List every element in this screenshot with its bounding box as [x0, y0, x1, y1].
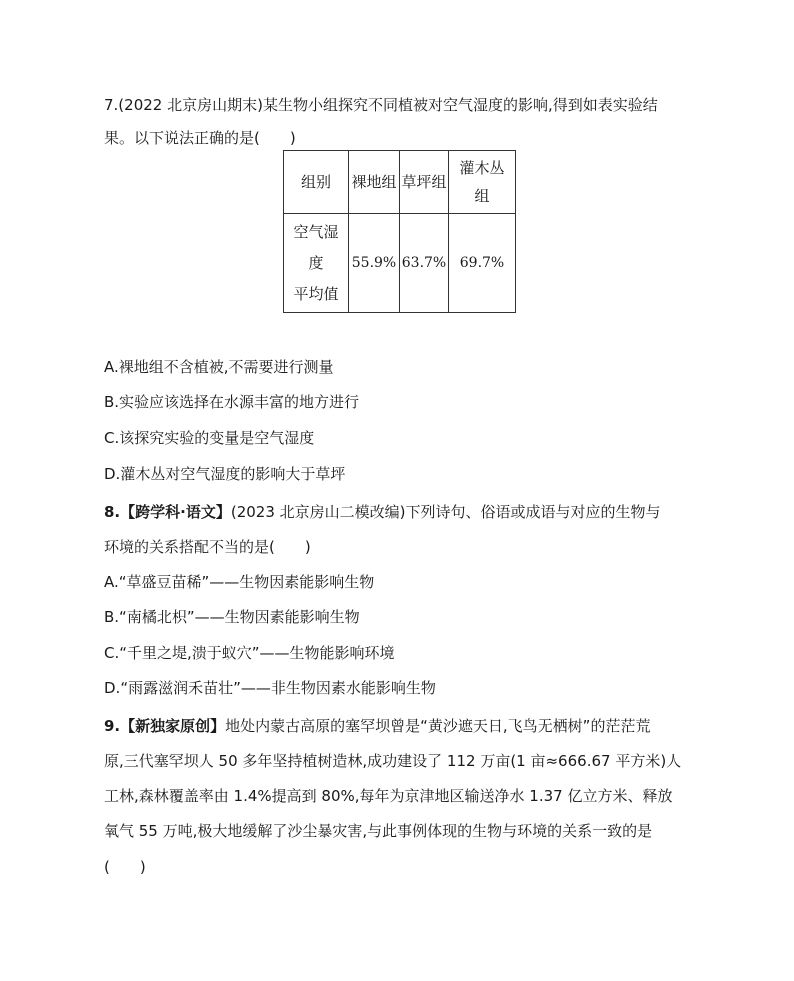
table-header-shrub-text: 灌木丛 组	[459, 159, 505, 205]
table-row-label	[284, 214, 349, 313]
question-8-text-line-1	[104, 502, 661, 522]
table-cell-bare-land: 55.9%	[349, 214, 400, 313]
table-header-group: 组别	[284, 151, 349, 214]
humidity-table	[283, 150, 516, 313]
question-8-line-1-rest: (2023 北京房山二模改编)下列诗句、俗语或成语与对应的生物与	[230, 503, 661, 521]
question-9-text-line-4: 氧气 55 万吨,极大地缓解了沙尘暴灾害,与此事例体现的生物与环境的关系一致的是	[104, 822, 653, 840]
question-7-text-line-2: 果。以下说法正确的是( )	[104, 129, 296, 147]
question-7-option-c: C.该探究实验的变量是空气湿度	[104, 429, 315, 447]
question-8-option-c: C.“千里之堤,溃于蚁穴”——生物能影响环境	[104, 644, 395, 662]
table-cell-shrub: 69.7%	[449, 214, 516, 313]
question-7-option-d: D.灌木丛对空气湿度的影响大于草坪	[104, 465, 346, 483]
question-8-text-line-2: 环境的关系搭配不当的是( )	[104, 538, 311, 556]
question-9-text-line-3: 工林,森林覆盖率由 1.4%提高到 80%,每年为京津地区输送净水 1.37 亿立方米、释放	[104, 787, 673, 805]
question-9-line-1-rest: 地处内蒙古高原的塞罕坝曾是“黄沙遮天日,飞鸟无栖树”的茫茫荒	[225, 717, 651, 735]
table-row	[284, 214, 516, 313]
question-7-text-line-1: 7.(2022 北京房山期末)某生物小组探究不同植被对空气湿度的影响,得到如表实验结	[104, 96, 658, 114]
table-header-row	[284, 151, 516, 214]
question-9-text-line-2: 原,三代塞罕坝人 50 多年坚持植树造林,成功建设了 112 万亩(1 亩≈666.67 平方米)人	[104, 752, 682, 770]
question-8-option-d: D.“雨露滋润禾苗壮”——非生物因素水能影响生物	[104, 679, 436, 697]
question-7-option-b: B.实验应该选择在水源丰富的地方进行	[104, 393, 360, 411]
table-row-label-text: 空气湿 度 平均值	[293, 222, 339, 303]
table-cell-lawn: 63.7%	[400, 214, 449, 313]
question-8-option-b: B.“南橘北枳”——生物因素能影响生物	[104, 608, 360, 626]
question-9-text-line-1	[104, 716, 650, 736]
question-8-tag: 8.【跨学科·语文】	[104, 503, 231, 521]
question-9-tag: 9.【新独家原创】	[104, 717, 226, 735]
table-header-bare-land: 裸地组	[349, 151, 400, 214]
table-header-shrub	[449, 151, 516, 214]
question-7-option-a: A.裸地组不含植被,不需要进行测量	[104, 358, 334, 376]
table-header-lawn: 草坪组	[400, 151, 449, 214]
question-9-text-line-5: ( )	[104, 858, 146, 876]
question-8-option-a: A.“草盛豆苗稀”——生物因素能影响生物	[104, 573, 375, 591]
